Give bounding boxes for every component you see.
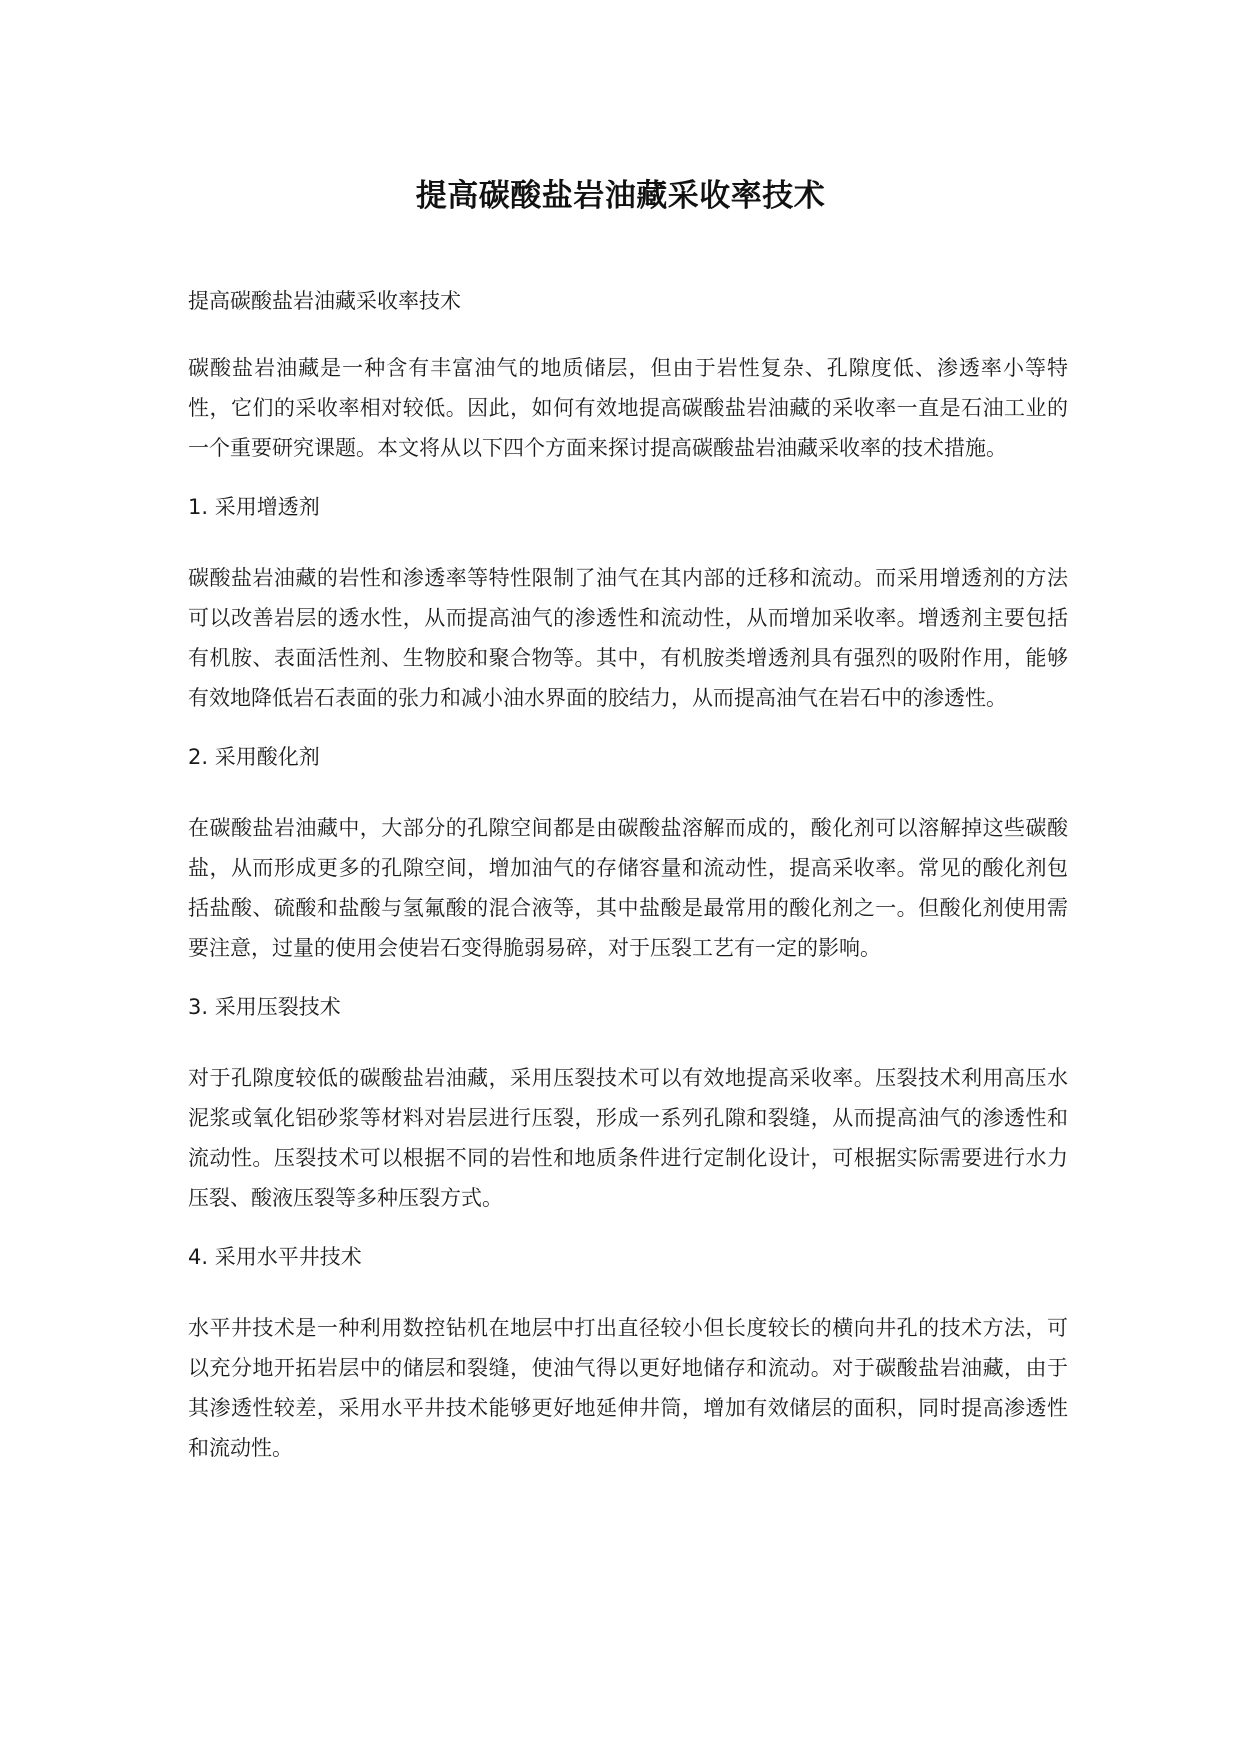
section-body-3: 对于孔隙度较低的碳酸盐岩油藏，采用压裂技术可以有效地提高采收率。压裂技术利用高压水泥浆或氧化铝砂浆等材料对岩层进行压裂，形成一系列孔隙和裂缝，从而提高油气的渗透性和流动性。压裂技术可以根据不同的岩性和地质条件进行定制化设计，可根据实际需要进行水力压裂、酸液压裂等多种压裂方式。 [188, 1066, 1068, 1210]
section-heading-2: 2. 采用酸化剂 [188, 745, 320, 769]
section-heading-3: 3. 采用压裂技术 [188, 995, 341, 1019]
section-heading-4: 4. 采用水平井技术 [188, 1245, 362, 1269]
section-body-4: 水平井技术是一种利用数控钻机在地层中打出直径较小但长度较长的横向井孔的技术方法，可以充分地开拓岩层中的储层和裂缝，使油气得以更好地储存和流动。对于碳酸盐岩油藏，由于其渗透性较差，采用水平井技术能够更好地延伸井筒，增加有效储层的面积，同时提高渗透性和流动性。 [188, 1316, 1068, 1460]
document-subtitle: 提高碳酸盐岩油藏采收率技术 [188, 289, 461, 313]
section-heading-1: 1. 采用增透剂 [188, 495, 320, 519]
section-body-1: 碳酸盐岩油藏的岩性和渗透率等特性限制了油气在其内部的迁移和流动。而采用增透剂的方法可以改善岩层的透水性，从而提高油气的渗透性和流动性，从而增加采收率。增透剂主要包括有机胺、表面活性剂、生物胶和聚合物等。其中，有机胺类增透剂具有强烈的吸附作用，能够有效地降低岩石表面的张力和减小油水界面的胶结力，从而提高油气在岩石中的渗透性。 [188, 566, 1068, 710]
document-title: 提高碳酸盐岩油藏采收率技术 [415, 178, 826, 214]
section-body-2: 在碳酸盐岩油藏中，大部分的孔隙空间都是由碳酸盐溶解而成的，酸化剂可以溶解掉这些碳酸盐，从而形成更多的孔隙空间，增加油气的存储容量和流动性，提高采收率。常见的酸化剂包括盐酸、硫酸和盐酸与氢氟酸的混合液等，其中盐酸是最常用的酸化剂之一。但酸化剂使用需要注意，过量的使用会使岩石变得脆弱易碎，对于压裂工艺有一定的影响。 [188, 816, 1068, 960]
intro-paragraph: 碳酸盐岩油藏是一种含有丰富油气的地质储层，但由于岩性复杂、孔隙度低、渗透率小等特性，它们的采收率相对较低。因此，如何有效地提高碳酸盐岩油藏的采收率一直是石油工业的一个重要研究课题。本文将从以下四个方面来探讨提高碳酸盐岩油藏采收率的技术措施。 [188, 356, 1068, 460]
document-body [188, 286, 1068, 1492]
